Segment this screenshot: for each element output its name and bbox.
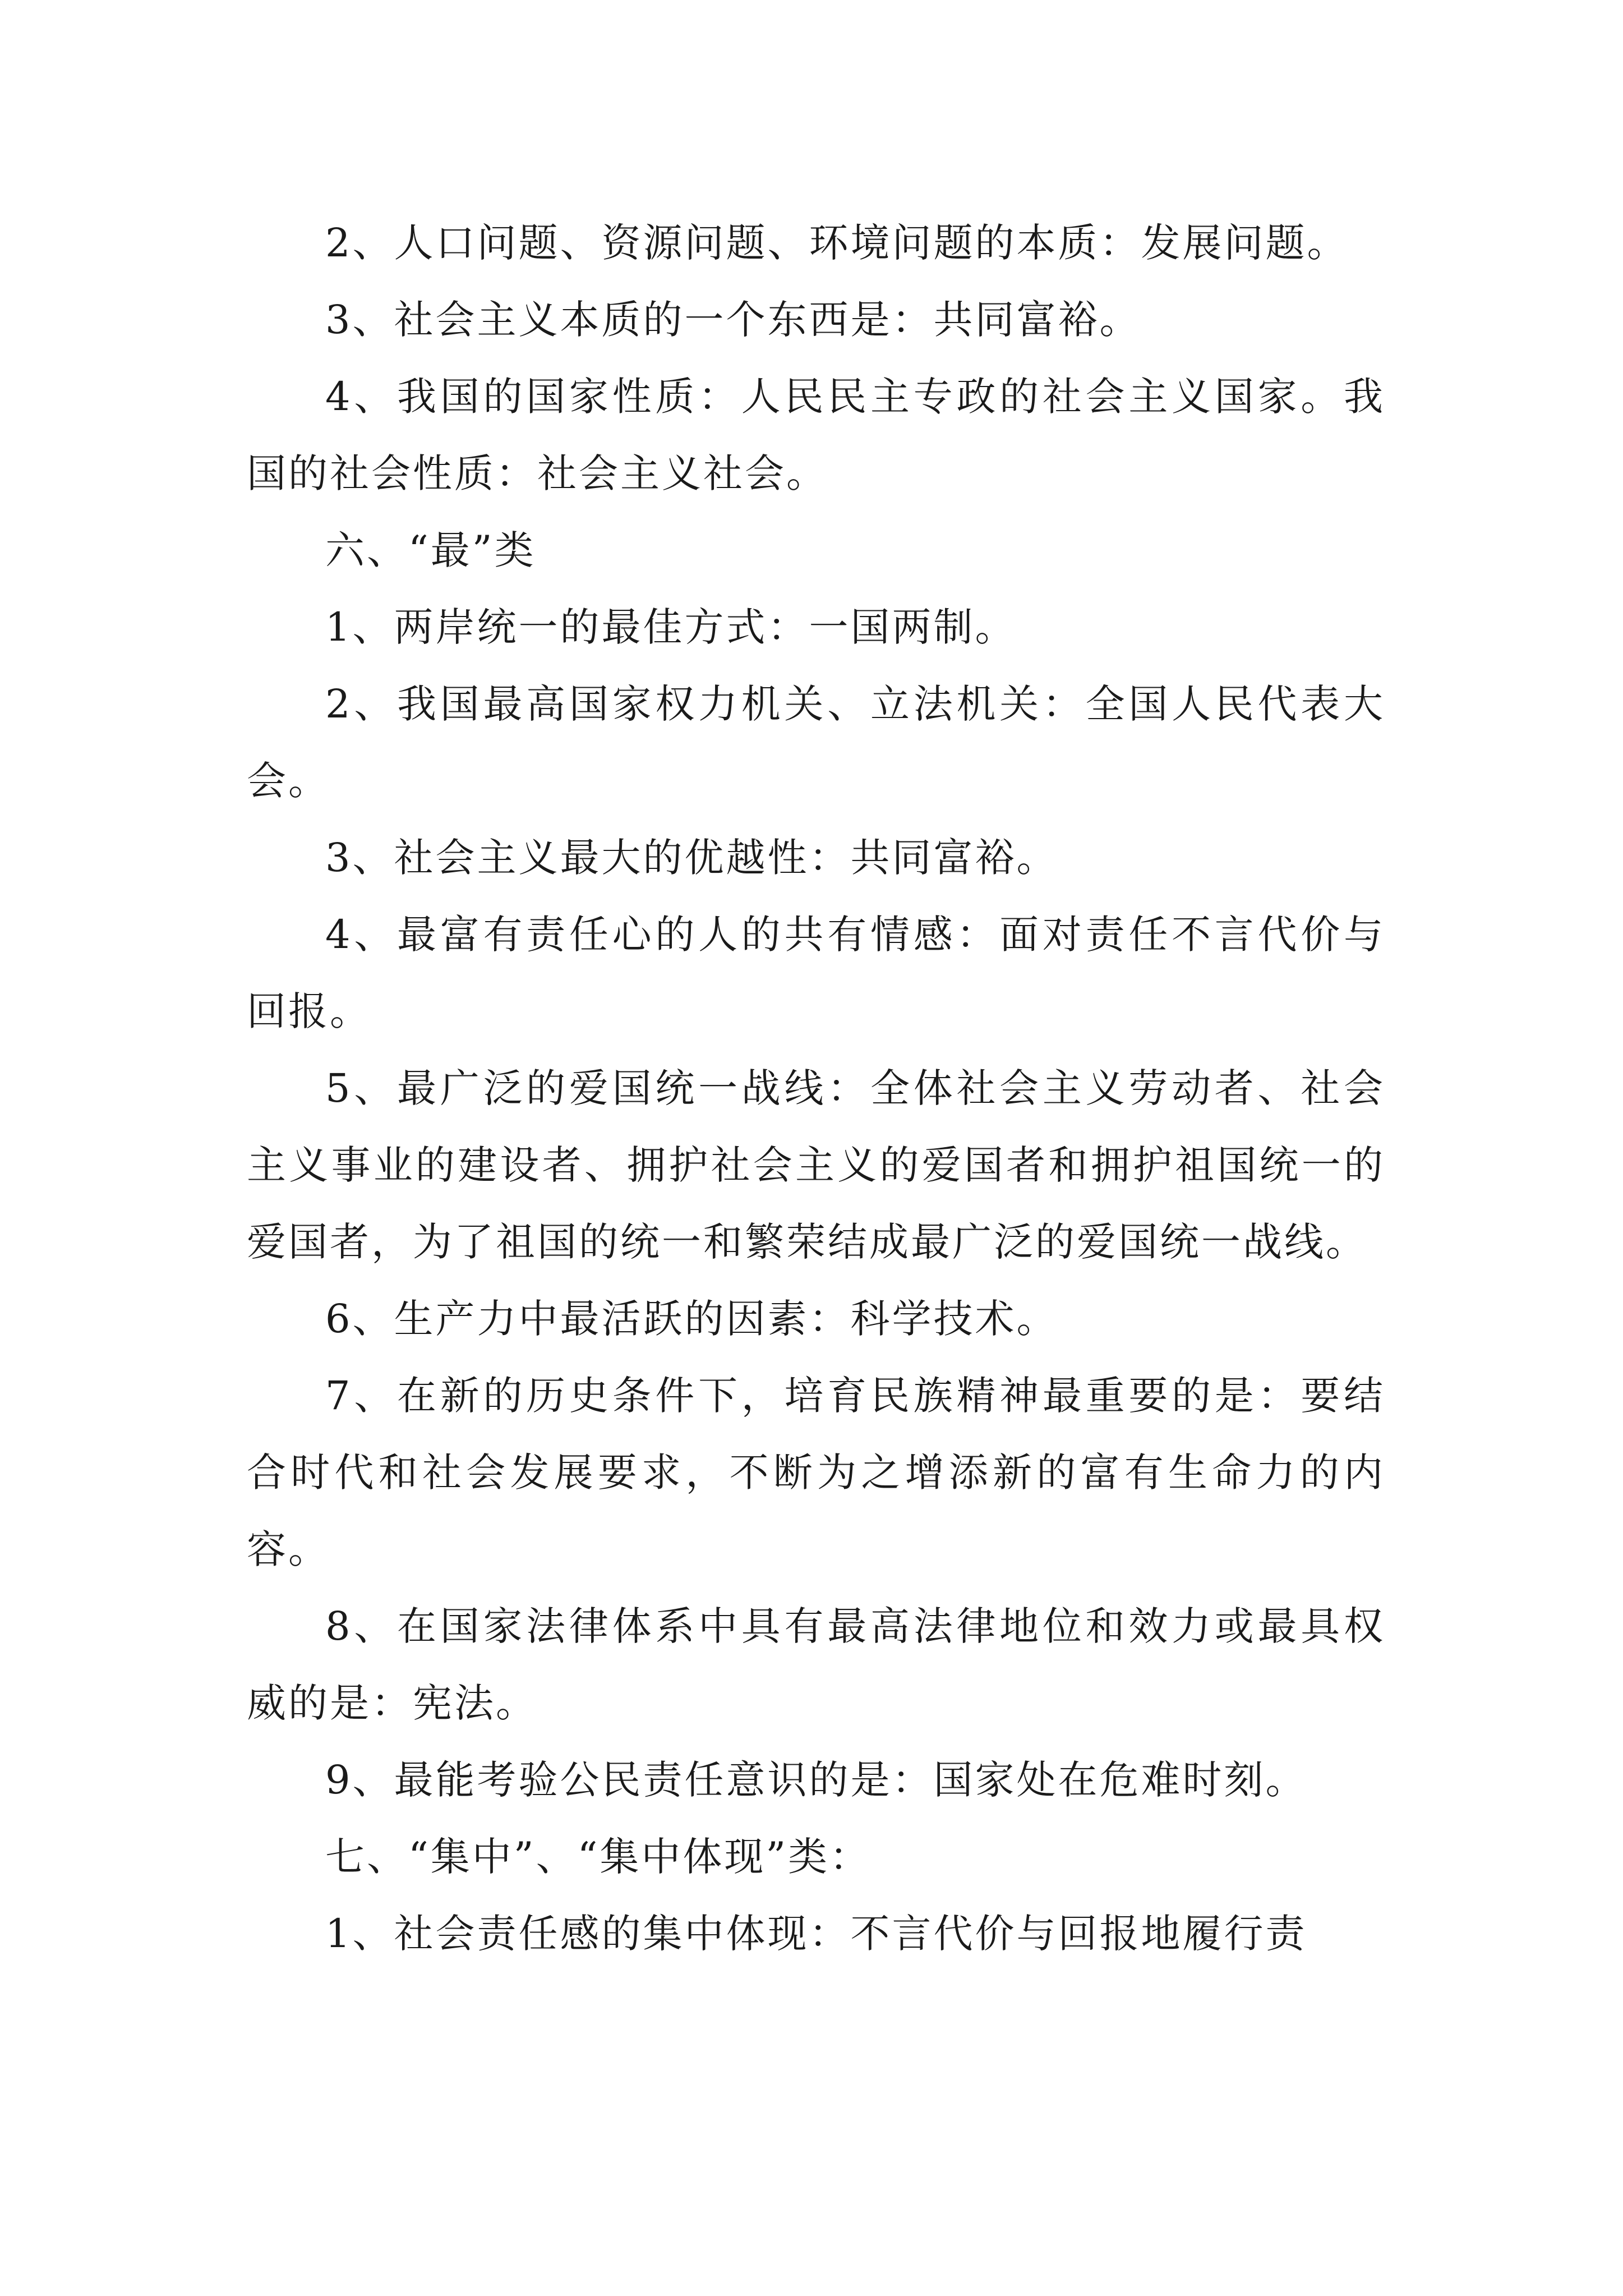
paragraph-item-3-superiority: 3、社会主义最大的优越性：共同富裕。: [325, 835, 1058, 881]
paragraph-item-3-socialism-essence: 3、社会主义本质的一个东西是：共同富裕。: [325, 297, 1141, 343]
paragraph-item-2-npc: 2、我国最高国家权力机关、立法机关：全国人民代表大会。: [247, 681, 1385, 804]
document-body: [247, 205, 1385, 1972]
section-heading-most: 六、“最”类: [325, 527, 536, 573]
paragraph-item-1-one-country: 1、两岸统一的最佳方式：一国两制。: [325, 604, 1017, 650]
paragraph-item-8-constitution: 8、在国家法律体系中具有最高法律地位和效力或最具权威的是：宪法。: [247, 1603, 1385, 1726]
paragraph-item-7-national-spirit: 7、在新的历史条件下，培育民族精神最重要的是：要结合时代和社会发展要求，不断为之增添新的富有生命力的内容。: [247, 1373, 1385, 1572]
paragraph-item-4-state-nature: 4、我国的国家性质：人民民主专政的社会主义国家。我国的社会性质：社会主义社会。: [247, 374, 1385, 496]
paragraph-item-1-social-responsibility: 1、社会责任感的集中体现：不言代价与回报地履行责: [325, 1911, 1307, 1957]
paragraph-item-9-citizen-duty: 9、最能考验公民责任意识的是：国家处在危难时刻。: [325, 1757, 1307, 1803]
section-heading-concentrated: 七、“集中”、“集中体现”类：: [325, 1834, 872, 1880]
paragraph-item-2-development: 2、人口问题、资源问题、环境问题的本质：发展问题。: [325, 220, 1349, 266]
paragraph-item-6-productivity: 6、生产力中最活跃的因素：科学技术。: [325, 1296, 1058, 1342]
paragraph-item-5-united-front: 5、最广泛的爱国统一战线：全体社会主义劳动者、社会主义事业的建设者、拥护社会主义的爱国者和拥护祖国统一的爱国者，为了祖国的统一和繁荣结成最广泛的爱国统一战线。: [247, 1065, 1385, 1265]
paragraph-item-4-responsibility: 4、最富有责任心的人的共有情感：面对责任不言代价与回报。: [247, 912, 1385, 1034]
